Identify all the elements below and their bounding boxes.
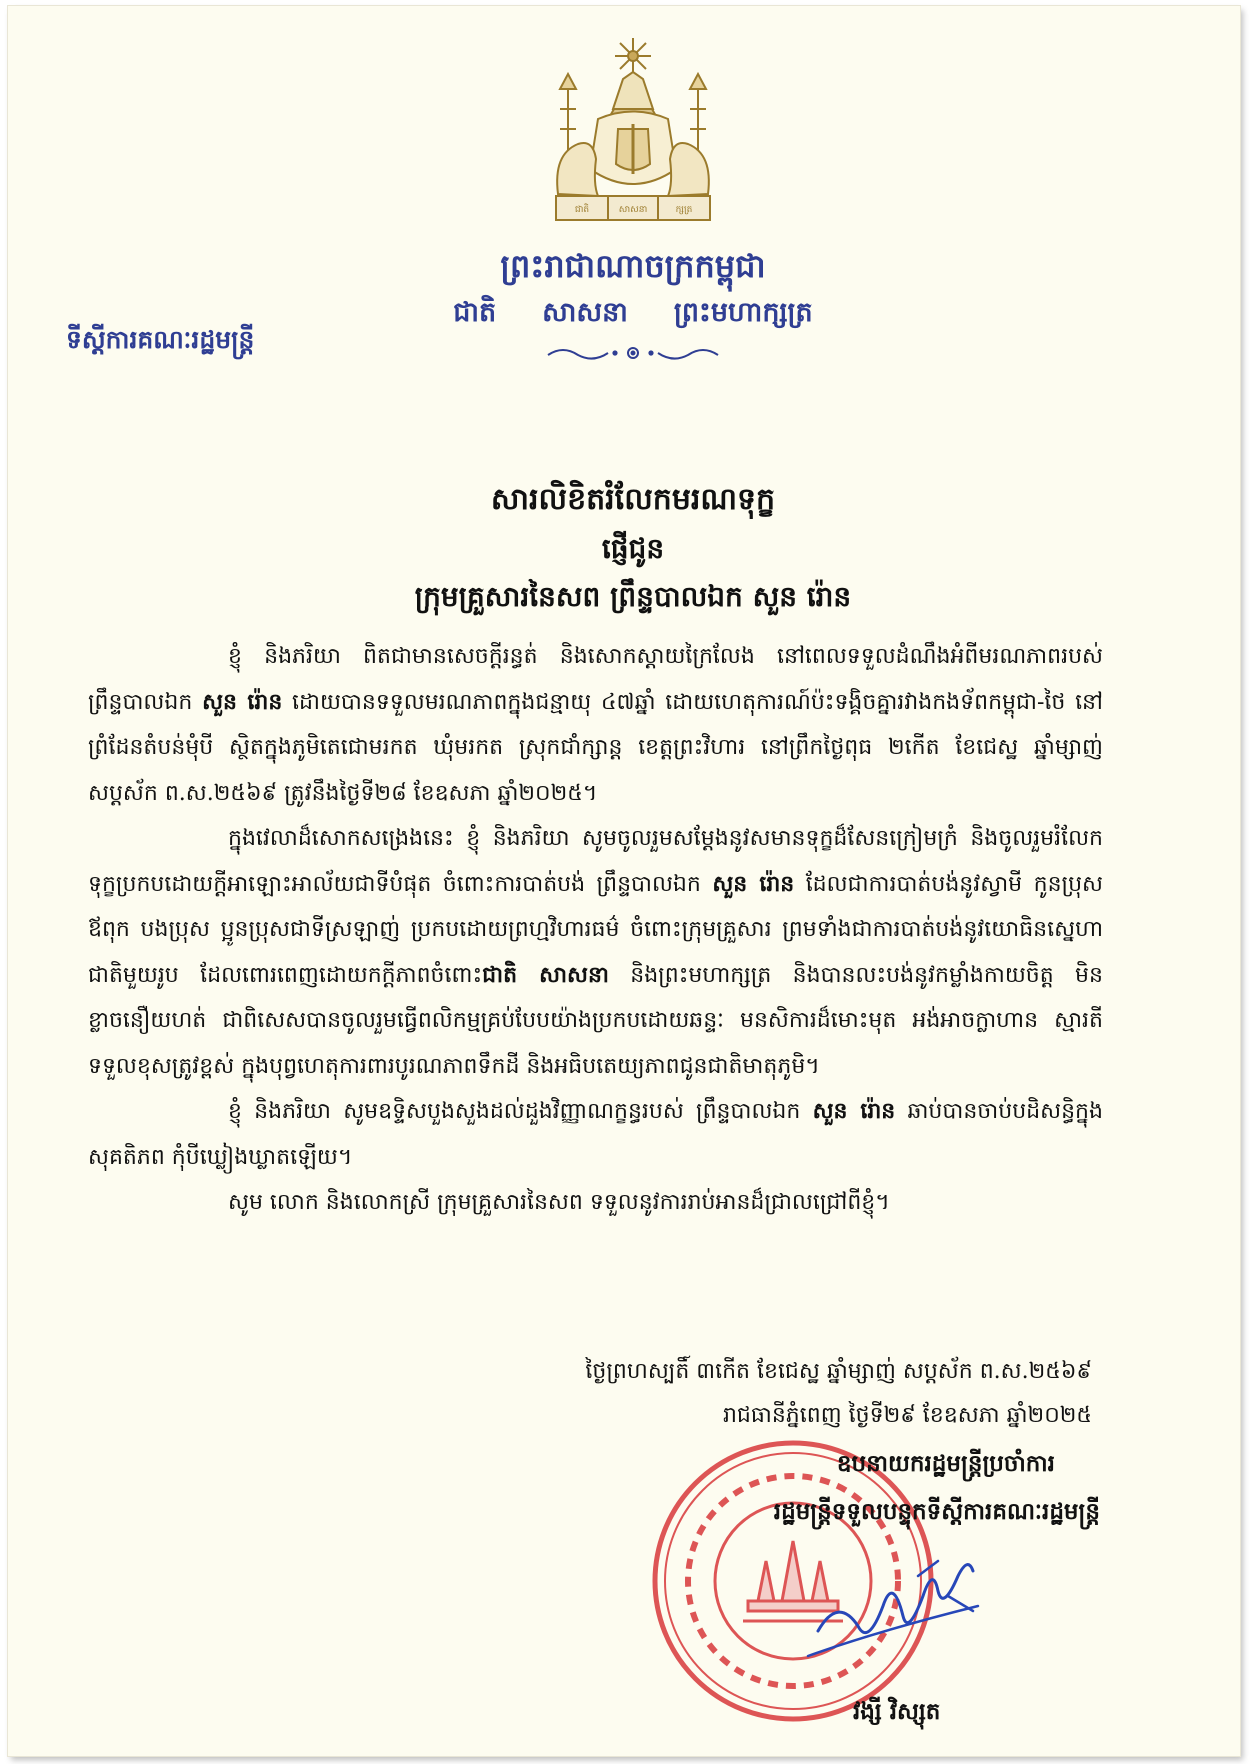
paragraph-4: សូម លោក និងលោកស្រី ក្រុមគ្រួសារនៃសព ទទួលនូវការរាប់អានដ៏ជ្រាលជ្រៅពីខ្ញុំ។ <box>228 1190 890 1215</box>
letter-addressed-to: ផ្ញើជូន <box>601 532 665 565</box>
motto-nation: ជាតិ <box>453 297 497 328</box>
decorative-ornament-icon <box>543 343 723 363</box>
paragraph-3-text-a: ខ្ញុំ និងភរិយា សូមឧទ្ទិសបួងសួងដល់ដួងវិញ្ញាណក្ខន្ធរបស់ ព្រឹន្ទបាលឯក <box>228 1099 813 1124</box>
paragraph-3-text-b: ឆាប់បានចាប់បដិសន្ធិក្នុងសុគតិភព កុំបីឃ្លៀងឃ្លាតឡើយ។ <box>88 1099 1103 1170</box>
paragraph-1 <box>88 634 1103 816</box>
deceased-name: សួន រ៉ោន <box>812 1098 896 1124</box>
signer-title-1: ឧបនាយករដ្ឋមន្ត្រីប្រចាំការ <box>836 1450 1055 1477</box>
deceased-name: សួន រ៉ោន <box>202 688 283 715</box>
motto-religion: សាសនា <box>542 297 628 328</box>
emblem-text-king: ក្សត្រ <box>675 205 693 215</box>
paragraph-2-bold-phrase: ជាតិ សាសនា <box>482 961 609 988</box>
paragraph-2-text-c: និងព្រះមហាក្សត្រ និងបានលះបង់នូវកម្លាំងកាយចិត្ត មិនខ្លាចនឿយហត់ ជាពិសេសបានចូលរួមធ្វើពលិកម្មគ្រប់បែបយ៉ាងប្រកបដោយឆន្ទៈ មនសិការដ៏មោះមុត អង់អាចក្លាហាន ស្មារតីទទួលខុសត្រូវខ្ពស់ ក្នុងបុព្វហេតុការពារបូរណភាពទឹកដី និងអធិបតេយ្យភាពជូនជាតិមាតុភូមិ។ <box>88 962 1103 1079</box>
emblem-text-religion: សាសនា <box>618 205 648 215</box>
letter-page <box>8 6 1240 1756</box>
paragraph-2 <box>88 816 1103 1089</box>
letter-recipient: ក្រុមគ្រួសារនៃសព ព្រឹន្ទបាលឯក សួន រ៉ោន <box>414 580 852 613</box>
lunar-date: ថ្ងៃព្រហស្បតិ៍ ៣កើត ខែជេស្ឋ ឆ្នាំម្សាញ់ សប្តស័ក ព.ស.២៥៦៩ <box>585 1359 1092 1384</box>
paragraph-1-text-a: ខ្ញុំ និងភរិយា ពិតជាមានសេចក្តីរន្ធត់ និងសោកស្តាយក្រៃលែង នៅពេលទទួលដំណឹងអំពីមរណភាពរបស់ ព្រឹន្ទបាលឯក <box>88 644 1103 715</box>
handwritten-signature-icon <box>798 1536 988 1666</box>
paragraph-1-text-b: ដោយបានទទួលមរណភាពក្នុងជន្មាយុ ៤៧ឆ្នាំ ដោយហេតុការណ៍ប៉ះទង្គិចគ្នារវាងកងទ័ពកម្ពុជា-ថៃ នៅព្រំដែនតំបន់មុំបី ស្ថិតក្នុងភូមិតេជោមរកត ឃុំមរកត ស្រុកជាំក្សាន្ត ខេត្តព្រះវិហារ នៅព្រឹកថ្ងៃពុធ ២កើត ខែជេស្ឋ ឆ្នាំម្សាញ់ សប្តស័ក ព.ស.២៥៦៩ ត្រូវនឹងថ្ងៃទី២៨ ខែឧសភា ឆ្នាំ២០២៥។ <box>88 689 1103 806</box>
office-name: ទីស្តីការគណៈរដ្ឋមន្ត្រី <box>66 325 255 354</box>
royal-arms-emblem-icon <box>538 34 728 226</box>
solar-date: រាជធានីភ្នំពេញ ថ្ងៃទី២៩ ខែឧសភា ឆ្នាំ២០២៥ <box>722 1403 1092 1428</box>
letter-title: សារលិខិតរំលែកមរណទុក្ខ <box>490 482 776 517</box>
paragraph-2-text-b: ដែលជាការបាត់បង់នូវស្វាមី កូនប្រុស ឪពុក បងប្រុស ប្អូនប្រុសជាទីស្រឡាញ់ ប្រកបដោយព្រហ្មវិហារធម៌ ចំពោះក្រុមគ្រួសារ ព្រមទាំងជាការបាត់បង់នូវយោធិនស្នេហាជាតិមួយរូប ដែលពោរពេញដោយកក្តីភាពចំពោះ <box>88 871 1103 988</box>
letter-body <box>88 634 1103 1226</box>
national-motto <box>388 296 878 330</box>
deceased-name: សួន រ៉ោន <box>712 870 795 897</box>
paragraph-3 <box>88 1089 1103 1180</box>
signer-title-2: រដ្ឋមន្ត្រីទទួលបន្ទុកទីស្តីការគណៈរដ្ឋមន្ត្រី <box>773 1498 1100 1525</box>
kingdom-name: ព្រះរាជាណាចក្រកម្ពុជា <box>500 247 766 285</box>
signer-name: វង្សី វិស្សុត <box>853 1698 941 1725</box>
emblem-text-nation: ជាតិ <box>574 205 590 215</box>
paragraph-2-text-a: ក្នុងវេលាដ៏សោកសង្រេងនេះ ខ្ញុំ និងភរិយា សូមចូលរួមសម្តែងនូវសមានទុក្ខដ៏សែនក្រៀមក្រំ និងចូលរួមរំលែកទុក្ខប្រកបដោយក្តីអាឡោះអាល័យជាទីបំផុត ចំពោះការបាត់បង់ ព្រឹន្ទបាលឯក <box>88 826 1103 897</box>
motto-king: ព្រះមហាក្សត្រ <box>673 297 813 328</box>
